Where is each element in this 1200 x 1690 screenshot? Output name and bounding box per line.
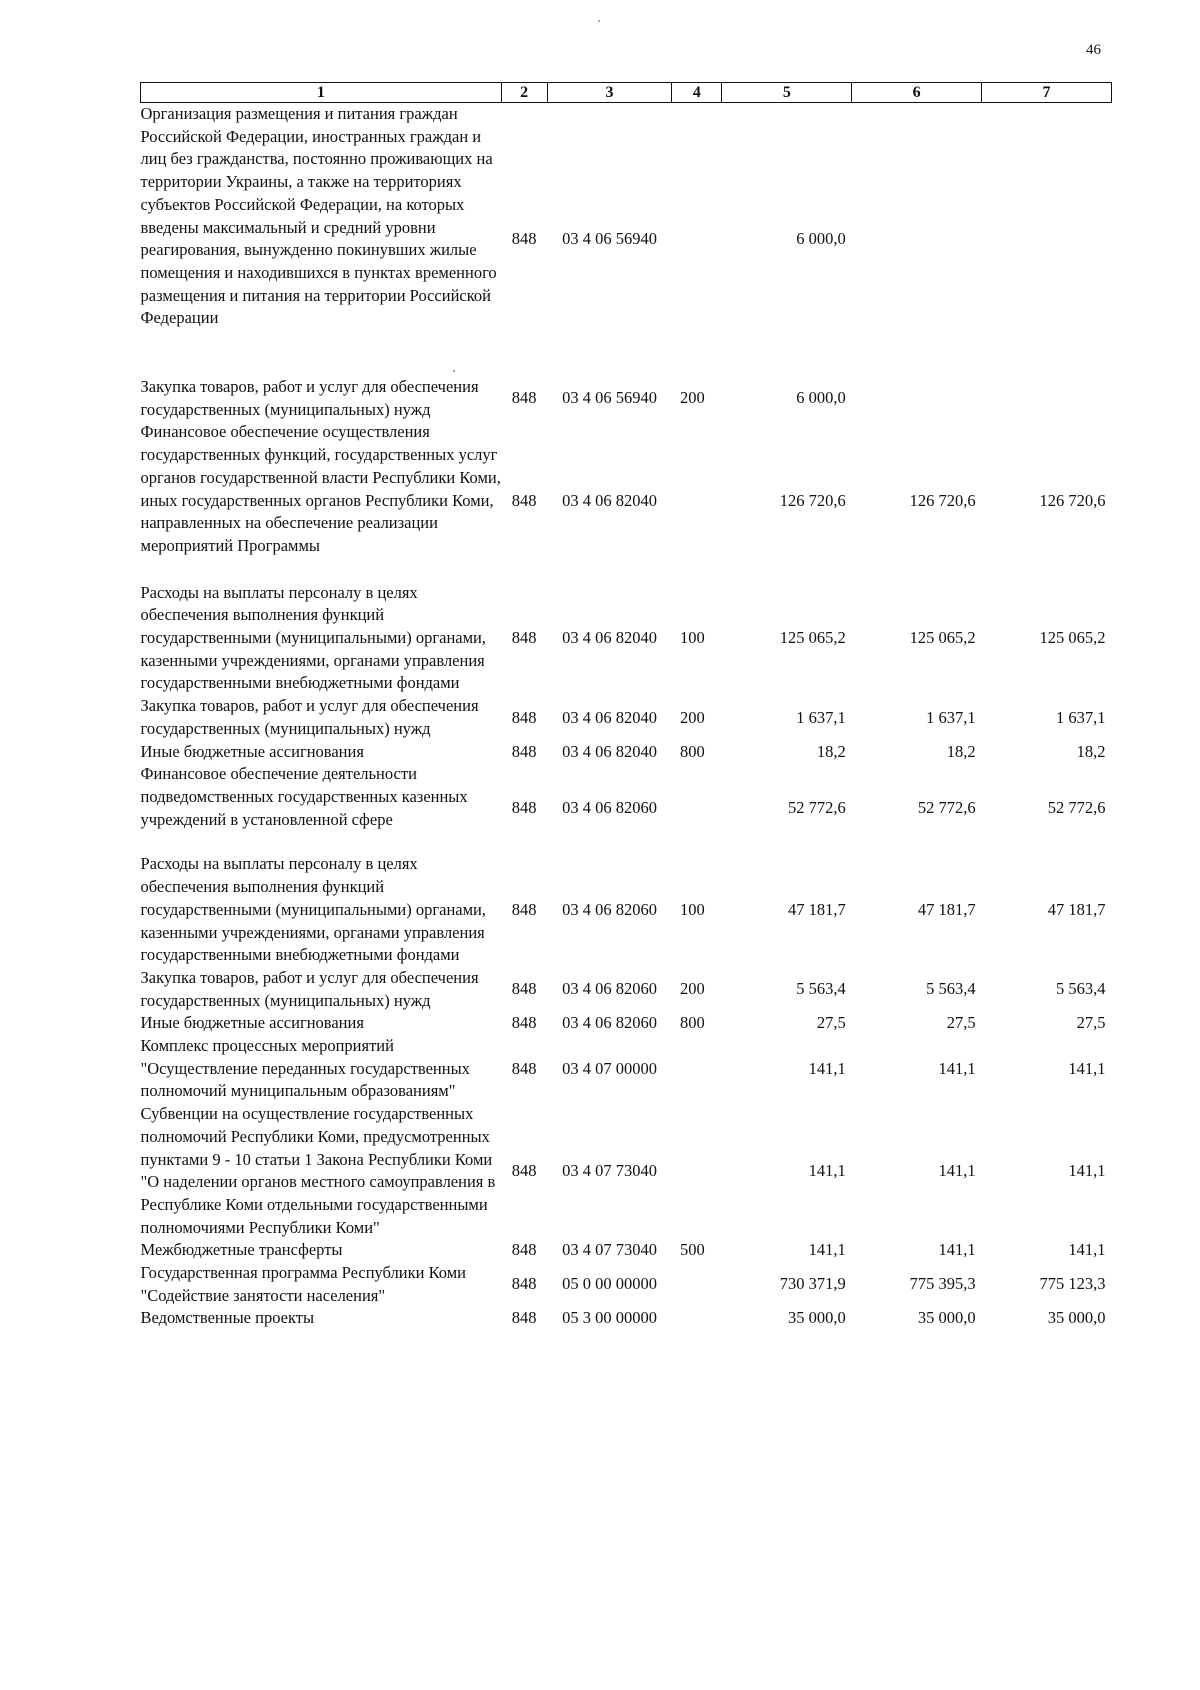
row-target-code: 03 4 07 00000 xyxy=(562,1058,657,1078)
table-row xyxy=(141,853,1112,967)
column-header: 4 xyxy=(672,83,722,103)
table-row xyxy=(141,1012,1112,1035)
row-value-5: 125 065,2 xyxy=(779,628,846,648)
row-target-code: 03 4 07 73040 xyxy=(562,1160,657,1180)
row-value-5: 52 772,6 xyxy=(788,797,846,817)
row-value-6: 141,1 xyxy=(938,1058,976,1078)
row-value-5: 47 181,7 xyxy=(788,899,846,919)
row-value-6: 775 395,3 xyxy=(909,1274,976,1294)
row-admin-code: 848 xyxy=(511,1240,537,1260)
row-expense-type xyxy=(672,1307,722,1330)
row-value-7: 5 563,4 xyxy=(1056,979,1106,999)
row-value-7: 126 720,6 xyxy=(1039,491,1106,511)
column-header: 1 xyxy=(141,83,502,103)
row-expense-type: 800 xyxy=(679,741,705,761)
table-row xyxy=(141,1239,1112,1262)
row-value-5: 35 000,0 xyxy=(788,1308,846,1328)
row-value-7: 52 772,6 xyxy=(1047,797,1106,817)
row-name: Иные бюджетные ассигнования xyxy=(140,741,364,761)
table-row xyxy=(141,1035,1112,1103)
row-value-7 xyxy=(982,103,1112,377)
row-value-6: 141,1 xyxy=(938,1160,976,1180)
row-expense-type: 200 xyxy=(679,979,705,999)
row-value-5: 1 637,1 xyxy=(796,707,846,727)
row-target-code: 03 4 07 73040 xyxy=(562,1240,657,1260)
row-admin-code: 848 xyxy=(511,1013,537,1033)
row-value-5: 730 371,9 xyxy=(779,1274,846,1294)
row-target-code: 03 4 06 82040 xyxy=(562,628,657,648)
row-name: Иные бюджетные ассигнования xyxy=(140,1013,364,1033)
row-name: Финансовое обеспечение деятельности подведомственных государственных казенных учреждений в установленной сфере xyxy=(140,764,468,829)
column-header: 7 xyxy=(982,83,1112,103)
table-row xyxy=(141,1307,1112,1330)
row-value-7: 35 000,0 xyxy=(1047,1308,1106,1328)
row-value-6: 18,2 xyxy=(946,741,976,761)
row-name: Расходы на выплаты персоналу в целях обеспечения выполнения функций государственными (муниципальными) органами, казенными учреждениями, органами управления государственными внебюджетными фондами xyxy=(140,854,487,965)
row-value-5: 141,1 xyxy=(808,1240,846,1260)
row-value-6: 47 181,7 xyxy=(917,899,976,919)
row-admin-code: 848 xyxy=(511,388,537,408)
row-expense-type xyxy=(672,1035,722,1103)
row-value-5: 141,1 xyxy=(808,1160,846,1180)
row-value-7: 141,1 xyxy=(1068,1058,1106,1078)
table-row xyxy=(141,967,1112,1012)
row-value-6: 141,1 xyxy=(938,1240,976,1260)
row-expense-type xyxy=(672,763,722,853)
row-expense-type: 100 xyxy=(679,628,705,648)
row-target-code: 03 4 06 82060 xyxy=(562,797,657,817)
row-admin-code: 848 xyxy=(511,1058,537,1078)
header-row xyxy=(141,83,1112,103)
row-target-code: 03 4 06 82040 xyxy=(562,741,657,761)
row-name: Закупка товаров, работ и услуг для обеспечения государственных (муниципальных) нужд xyxy=(140,696,479,738)
row-value-6: 52 772,6 xyxy=(917,797,976,817)
table-header xyxy=(141,83,1112,103)
row-value-5: 27,5 xyxy=(816,1013,846,1033)
scan-speck xyxy=(598,20,600,22)
table-row xyxy=(141,695,1112,740)
column-header: 6 xyxy=(852,83,982,103)
row-value-6 xyxy=(852,376,982,421)
row-target-code: 03 4 06 82040 xyxy=(562,707,657,727)
row-name: Закупка товаров, работ и услуг для обеспечения государственных (муниципальных) нужд xyxy=(140,967,479,1010)
row-target-code: 05 0 00 00000 xyxy=(562,1274,657,1294)
row-value-5: 6 000,0 xyxy=(796,229,846,249)
row-value-6: 1 637,1 xyxy=(926,707,976,727)
row-value-5: 5 563,4 xyxy=(796,979,846,999)
table-row xyxy=(141,1103,1112,1239)
row-admin-code: 848 xyxy=(511,899,537,919)
row-value-6 xyxy=(852,103,982,377)
table-row xyxy=(141,421,1112,581)
row-target-code: 03 4 06 82060 xyxy=(562,979,657,999)
row-target-code: 03 4 06 82040 xyxy=(562,491,657,511)
row-admin-code: 848 xyxy=(511,1308,537,1328)
row-admin-code: 848 xyxy=(511,1274,537,1294)
row-value-6: 27,5 xyxy=(946,1013,976,1033)
row-value-7: 141,1 xyxy=(1068,1240,1106,1260)
row-expense-type xyxy=(672,1103,722,1239)
column-header: 3 xyxy=(547,83,672,103)
row-name: Государственная программа Республики Коми "Содействие занятости населения" xyxy=(140,1263,466,1305)
row-value-7: 125 065,2 xyxy=(1039,628,1106,648)
row-value-7: 775 123,3 xyxy=(1039,1274,1106,1294)
row-expense-type: 500 xyxy=(679,1240,705,1260)
row-name: Комплекс процессных мероприятий "Осуществление переданных государственных полномочий муниципальным образованиям" xyxy=(140,1036,470,1101)
budget-table xyxy=(140,82,1112,1330)
row-expense-type: 800 xyxy=(679,1013,705,1033)
table-row xyxy=(141,1262,1112,1307)
table-row xyxy=(141,741,1112,764)
page-number: 46 xyxy=(1086,42,1101,58)
row-value-5: 18,2 xyxy=(816,741,846,761)
row-target-code: 03 4 06 82060 xyxy=(562,899,657,919)
row-target-code: 05 3 00 00000 xyxy=(562,1308,657,1328)
table-row xyxy=(141,103,1112,377)
row-admin-code: 848 xyxy=(511,628,537,648)
row-value-7: 141,1 xyxy=(1068,1160,1106,1180)
row-target-code: 03 4 06 82060 xyxy=(562,1013,657,1033)
column-header: 2 xyxy=(501,83,547,103)
row-target-code: 03 4 06 56940 xyxy=(562,388,657,408)
row-value-7: 27,5 xyxy=(1076,1013,1106,1033)
row-target-code: 03 4 06 56940 xyxy=(562,229,657,249)
row-expense-type xyxy=(672,1262,722,1307)
row-admin-code: 848 xyxy=(511,1160,537,1180)
row-name: Закупка товаров, работ и услуг для обеспечения государственных (муниципальных) нужд xyxy=(140,377,479,419)
row-value-6: 125 065,2 xyxy=(909,628,976,648)
row-expense-type: 200 xyxy=(679,707,705,727)
scan-speck xyxy=(453,370,455,372)
table-row xyxy=(141,582,1112,696)
row-value-6: 5 563,4 xyxy=(926,979,976,999)
row-name: Финансовое обеспечение осуществления государственных функций, государственных услуг органов государственной власти Республики Коми, иных государственных органов Республики Коми, направленных на обеспечение реализации мероприятий Программы xyxy=(140,422,501,555)
row-value-7: 47 181,7 xyxy=(1047,899,1106,919)
row-value-7: 1 637,1 xyxy=(1056,707,1106,727)
column-header: 5 xyxy=(722,83,852,103)
row-value-6: 126 720,6 xyxy=(909,491,976,511)
row-expense-type: 200 xyxy=(679,388,705,408)
row-value-5: 126 720,6 xyxy=(779,491,846,511)
row-value-7 xyxy=(982,376,1112,421)
row-expense-type: 100 xyxy=(679,899,705,919)
row-value-5: 6 000,0 xyxy=(796,388,846,408)
row-value-7: 18,2 xyxy=(1076,741,1106,761)
row-name: Межбюджетные трансферты xyxy=(140,1240,343,1260)
row-admin-code: 848 xyxy=(511,707,537,727)
table-row xyxy=(141,763,1112,853)
row-admin-code: 848 xyxy=(511,229,537,249)
table-row xyxy=(141,376,1112,421)
row-admin-code: 848 xyxy=(511,797,537,817)
row-value-5: 141,1 xyxy=(808,1058,846,1078)
row-name: Организация размещения и питания граждан Российской Федерации, иностранных граждан и лиц без гражданства, постоянно проживающих на территории Украины, а также на территориях субъектов Российской Федерации, на которых введены максимальный и средний уровни реагирования, вынужденно покинувших жилые помещения и находившихся в пунктах временного размещения и питания на территории Российской Федерации xyxy=(140,104,497,328)
row-expense-type xyxy=(672,103,722,377)
row-admin-code: 848 xyxy=(511,741,537,761)
row-name: Расходы на выплаты персоналу в целях обеспечения выполнения функций государственными (муниципальными) органами, казенными учреждениями, органами управления государственными внебюджетными фондами xyxy=(140,582,487,693)
row-admin-code: 848 xyxy=(511,491,537,511)
row-expense-type xyxy=(672,421,722,581)
table-body xyxy=(141,103,1112,1331)
row-name: Ведомственные проекты xyxy=(140,1308,315,1328)
row-value-6: 35 000,0 xyxy=(917,1308,976,1328)
row-name: Субвенции на осуществление государственных полномочий Республики Коми, предусмотренных пунктами 9 - 10 статьи 1 Закона Республики Коми "О наделении органов местного самоуправления в Республике Коми отдельными государственными полномочиями Республики Коми" xyxy=(140,1104,496,1237)
row-admin-code: 848 xyxy=(511,979,537,999)
